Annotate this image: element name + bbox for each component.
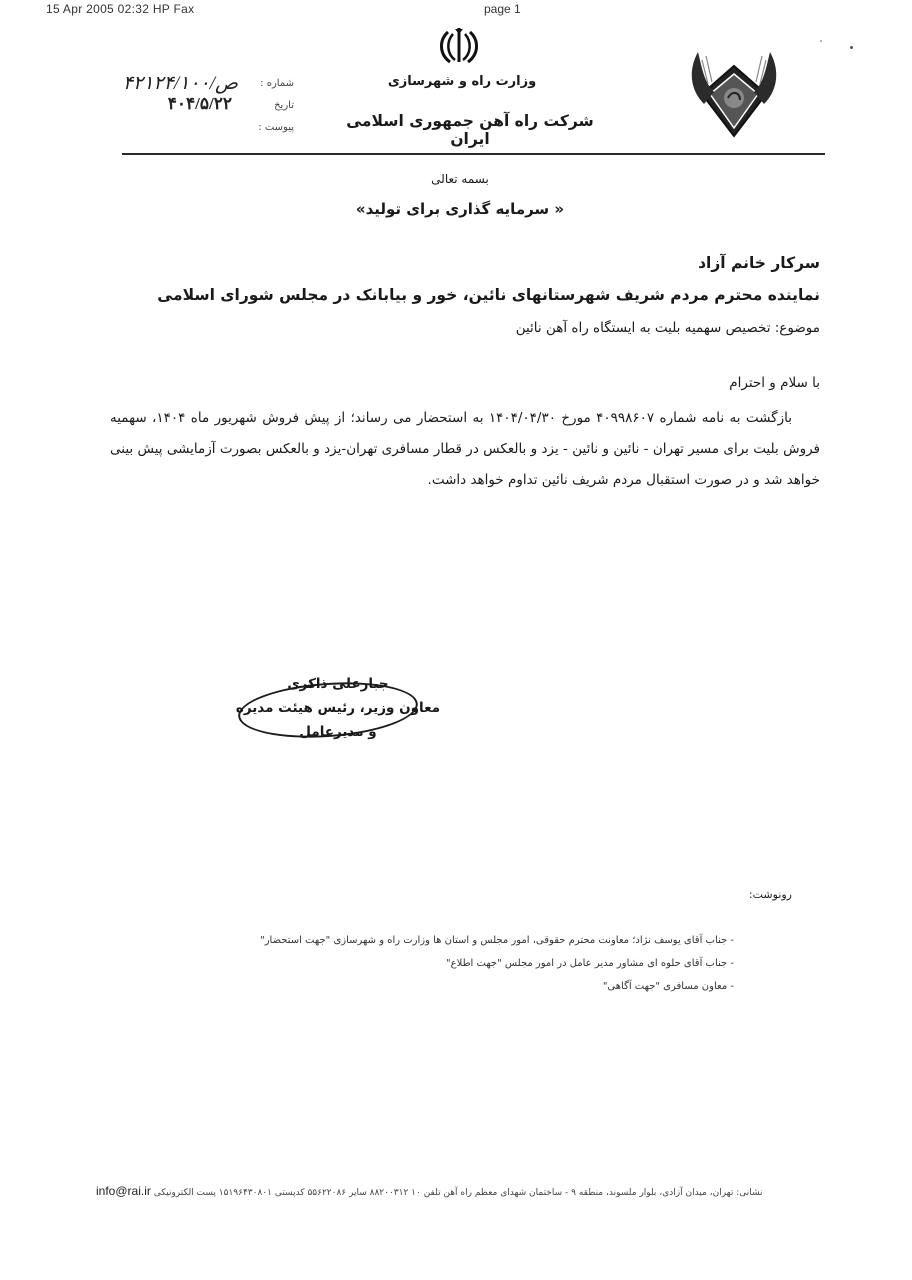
body-paragraph: بازگشت به نامه شماره ۴۰۹۹۸۶۰۷ مورخ ۱۴۰۴/۰۴/۳۰ به استحضار می رساند؛ از پیش فروش شهریور ماه ۱۴۰۴، سهمیه فروش بلیت برای مسیر تهران - نائین و نائین - یزد و بالعکس در قطار مسافری تهران-یزد و بالعکس بصورت آزمایشی پیش بینی خواهد شد و در صورت استقبال مردم شریف نائین تداوم خواهد داشت. [110, 410, 820, 488]
letter-body [110, 403, 820, 496]
fax-page-number: page 1 [484, 2, 521, 16]
signature-block [228, 672, 448, 744]
iran-emblem-icon [436, 26, 482, 66]
signatory-name: جبارعلی ذاکری [287, 676, 389, 692]
recipient-title: سرکار خانم آزاد [698, 254, 820, 272]
date-label: تاریخ [274, 100, 294, 111]
recipient-position: نماینده محترم مردم شریف شهرستانهای نائین، خور و بیابانک در مجلس شورای اسلامی [157, 286, 820, 304]
cc-item: - جناب آقای حلوه ای مشاور مدیر عامل در امور مجلس "جهت اطلاع" [446, 958, 734, 969]
number-value: ۴۲۱۲۴/۱۰۰/ص [122, 73, 238, 94]
cc-item: - معاون مسافری "جهت آگاهی" [602, 981, 734, 992]
header-divider [122, 153, 825, 155]
date-value: ۴۰۴/۵/۲۲ [167, 94, 232, 113]
footer-address: نشانی: تهران، میدان آزادی، بلوار ملسوند، منطقه ۹ - ساختمان شهدای معظم راه آهن تلفن ۱۰ ۸۸۲۰۰۳۱۲ سایر ۵۵۶۲۲۰۸۶ کدپستی ۱۵۱۹۶۴۳۰۸۰۱ پست الکترونیکی [153, 1188, 763, 1198]
cc-title: رونوشت: [748, 888, 792, 901]
fax-speck [820, 40, 822, 42]
attachment-label: پیوست : [258, 122, 294, 133]
subject-line: موضوع: تخصیص سهمیه بلیت به ایستگاه راه آهن نائین [515, 320, 820, 336]
signatory-title-2: و مدیرعامل [299, 724, 377, 740]
greeting: با سلام و احترام [729, 375, 820, 391]
footer-contact [96, 1184, 876, 1198]
fax-speck [850, 46, 853, 49]
cc-list [260, 929, 734, 998]
meta-number-row [108, 72, 294, 94]
meta-date-row [108, 94, 294, 116]
cc-item: - جناب آقای یوسف نژاد؛ معاونت محترم حقوقی، امور مجلس و استان ها وزارت راه و شهرسازی "جهت استحضار" [260, 935, 734, 946]
meta-attachment-row [108, 116, 294, 138]
company-name: شرکت راه آهن جمهوری اسلامی ایران [346, 112, 594, 148]
signatory-title-1: معاون وزیر، رئیس هیئت مدیره [235, 700, 441, 716]
basmala: بسمه تعالی [431, 172, 489, 186]
ministry-name: وزارت راه و شهرسازی [387, 74, 537, 89]
fax-timestamp: 15 Apr 2005 02:32 HP Fax [46, 2, 195, 16]
slogan: « سرمایه گذاری برای تولید» [355, 200, 565, 218]
footer-email: info@rai.ir [96, 1184, 151, 1198]
railway-winged-logo-icon [684, 44, 784, 140]
number-label: شماره : [260, 78, 294, 89]
letter-meta [108, 72, 294, 138]
